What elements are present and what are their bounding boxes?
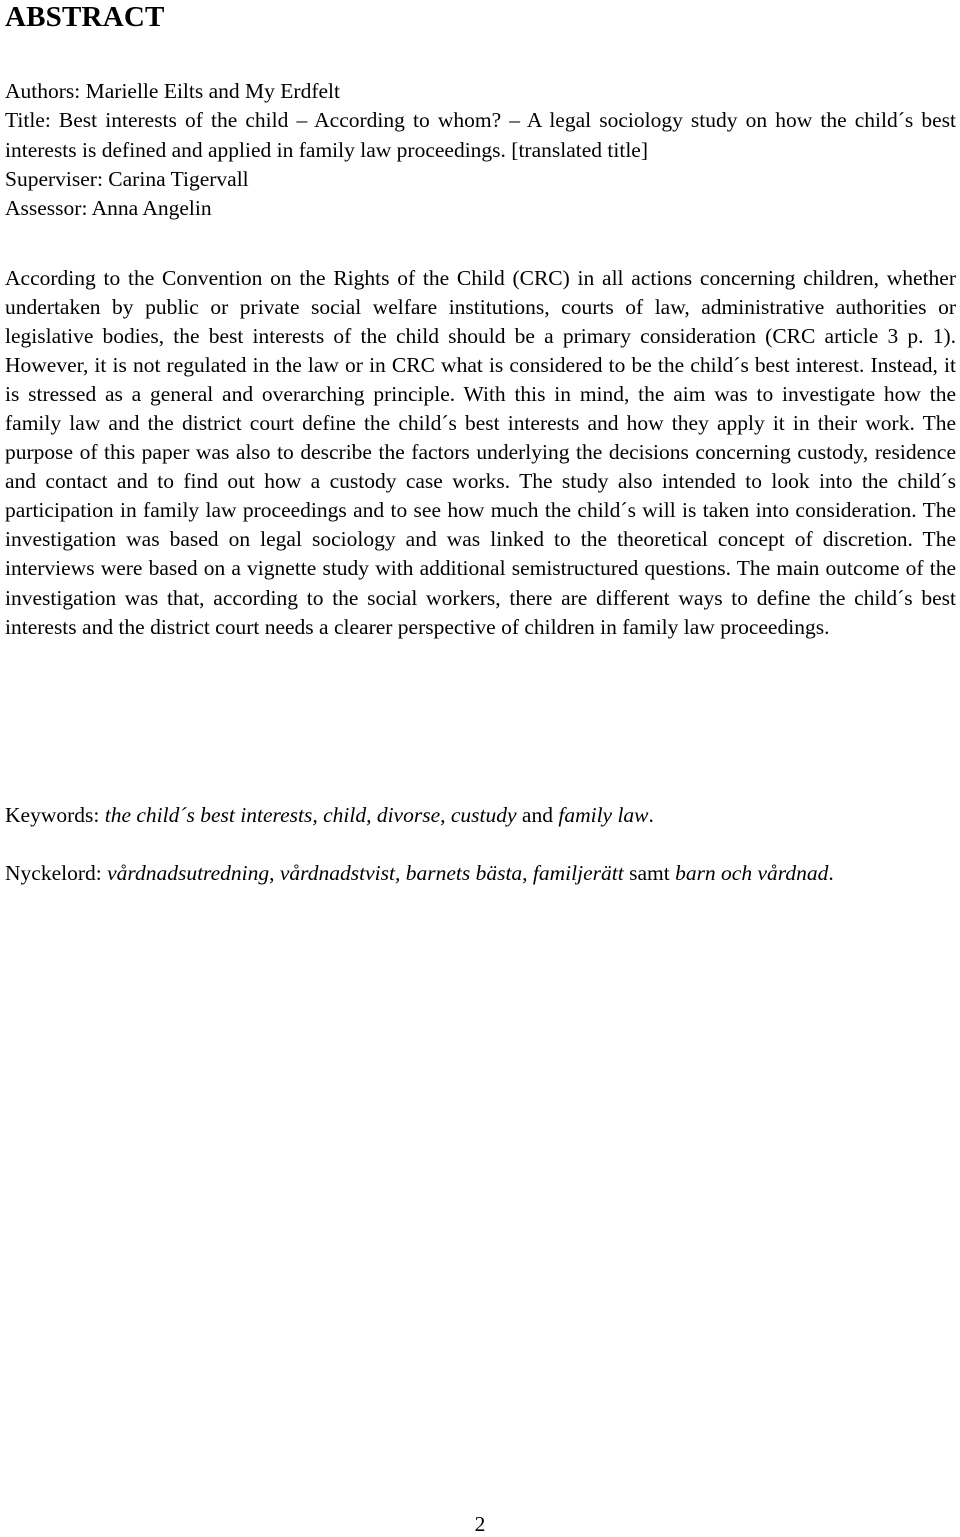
- supervisor-line: Superviser: Carina Tigervall: [5, 166, 249, 191]
- keywords-end: .: [648, 803, 654, 827]
- nyckelord-term-barn-och-vardnad: barn och vårdnad: [675, 861, 829, 885]
- nyckelord-label: Nyckelord:: [5, 861, 108, 885]
- keyword-term-family-law: family law: [558, 803, 649, 827]
- keywords-connector: and: [516, 803, 559, 827]
- assessor-line: Assessor: Anna Angelin: [5, 196, 212, 221]
- nyckelord-separator: ,: [269, 861, 280, 885]
- keywords-label: Keywords:: [5, 803, 105, 827]
- nyckelord-end: .: [828, 861, 834, 885]
- keyword-terms: the child´s best interests, child, divorse, custudy: [104, 803, 517, 827]
- document-metadata: [5, 77, 956, 223]
- keywords-line: [5, 801, 956, 830]
- authors-line: Authors: Marielle Eilts and My Erdfelt: [5, 79, 340, 103]
- nyckelord-terms: vårdnadstvist, barnets bästa, familjerätt: [279, 861, 624, 885]
- nyckelord-term-vardnadsutredning: vårdnadsutredning: [107, 861, 270, 885]
- page-number: 2: [474, 1512, 486, 1536]
- nyckelord-connector: samt: [623, 861, 676, 885]
- page-title: ABSTRACT: [5, 1, 165, 33]
- abstract-paragraph: According to the Convention on the Rights of the Child (CRC) in all actions concerning children, whether undertaken by public or private social welfare institutions, courts of law, administrative authorities or legislative bodies, the best interests of the child should be a primary consideration (CRC article 3 p. 1). However, it is not regulated in the law or in CRC what is considered to be the child´s best interest. Instead, it is stressed as a general and overarching principle. With this in mind, the aim was to investigate how the family law and the district court define the child´s best interests and how they apply it in their work. The purpose of this paper was also to describe the factors underlying the decisions concerning custody, residence and contact and to find out how a custody case works. The study also intended to look into the child´s participation in family law proceedings and to see how much the child´s will is taken into consideration. The investigation was based on legal sociology and was linked to the theoretical concept of discretion. The interviews were based on a vignette study with additional semistructured questions. The main outcome of the investigation was that, according to the social workers, there are different ways to define the child´s best interests and the district court needs a clearer perspective of children in family law proceedings.: [5, 266, 956, 639]
- title-line: Title: Best interests of the child – According to whom? – A legal sociology study on how the child´s best interests is defined and applied in family law proceedings. [translated title]: [5, 108, 956, 162]
- nyckelord-line: [5, 859, 956, 888]
